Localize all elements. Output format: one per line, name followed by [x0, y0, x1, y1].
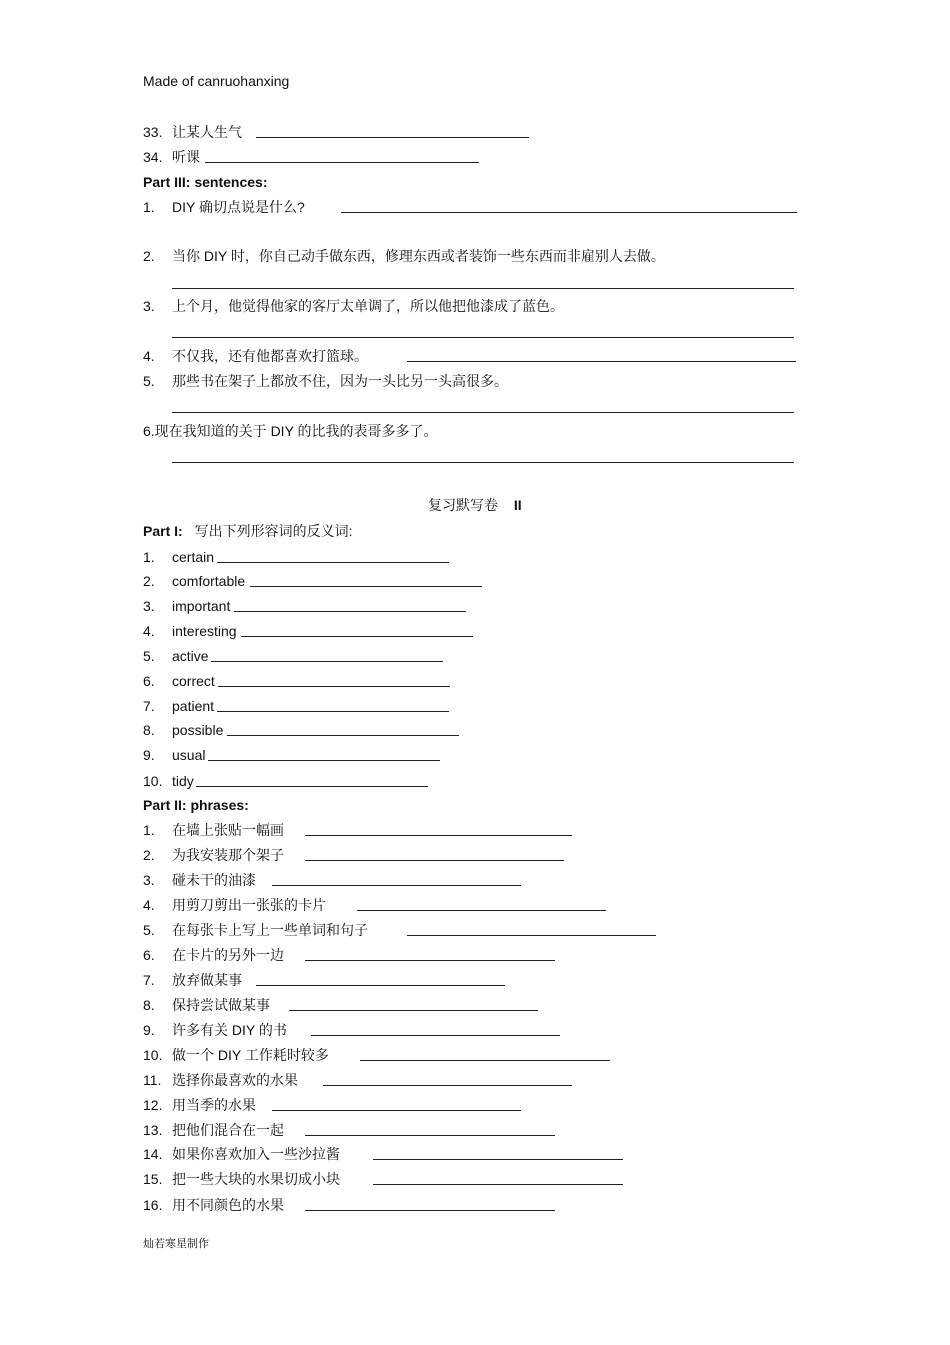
phrase-text: 在墙上张贴一幅画 [172, 822, 284, 838]
phrase-text: 许多有关 DIY 的书 [172, 1022, 287, 1038]
adjective-word: certain [172, 549, 215, 565]
phrase-text: 为我安装那个架子 [172, 847, 284, 863]
answer-blank[interactable] [305, 835, 572, 836]
adjective-number: 2. [143, 573, 155, 589]
phrase-number: 1. [143, 822, 155, 838]
phrase-text: 保持尝试做某事 [172, 997, 270, 1013]
phrase-number: 4. [143, 897, 155, 913]
phrase-number: 2. [143, 847, 155, 863]
answer-blank[interactable] [227, 735, 459, 736]
phrase-number: 7. [143, 972, 155, 988]
phrase-number: 5. [143, 922, 155, 938]
answer-blank[interactable] [172, 462, 794, 463]
answer-blank[interactable] [373, 1184, 623, 1185]
answer-blank[interactable] [305, 1135, 555, 1136]
phrase-number: 14. [143, 1146, 163, 1162]
adjective-word: correct [172, 673, 215, 689]
answer-blank[interactable] [172, 337, 794, 338]
phrase-number: 12. [143, 1097, 163, 1113]
phrase-text: 放弃做某事 [172, 972, 242, 988]
phrase-number: 6. [143, 947, 155, 963]
phrase-text: 用剪刀剪出一张张的卡片 [172, 897, 326, 913]
sentence-text: 当你 DIY 时，你自己动手做东西，修理东西或者装饰一些东西而非雇别人去做。 [172, 248, 665, 264]
section-title-text: 复习默写卷 [428, 497, 498, 513]
phrase-number: 9. [143, 1022, 155, 1038]
phrase-number: 10. [143, 1047, 163, 1063]
answer-blank[interactable] [217, 711, 449, 712]
adjective-number: 10. [143, 773, 163, 789]
phrase-text: 在每张卡上写上一些单词和句子 [172, 922, 368, 938]
adjective-word: possible [172, 722, 224, 738]
sentence-text: 那些书在架子上都放不住，因为一头比另一头高很多。 [172, 373, 508, 389]
part1-title [143, 522, 352, 540]
adjective-word: patient [172, 698, 215, 714]
header-made-of: Made of canruohanxing [143, 73, 290, 89]
phrase-number: 3. [143, 872, 155, 888]
answer-blank[interactable] [373, 1159, 623, 1160]
phrase-number: 33. [143, 124, 163, 140]
section-title-suffix: II [513, 497, 522, 513]
sentence-text: DIY 确切点说是什么? [172, 199, 305, 215]
footer-text: 灿若寒星制作 [143, 1238, 209, 1250]
phrase-number: 13. [143, 1122, 163, 1138]
part1-title-rest: 写出下列形容词的反义词: [194, 523, 353, 539]
answer-blank[interactable] [256, 137, 529, 138]
adjective-number: 6. [143, 673, 155, 689]
adjective-number: 1. [143, 549, 155, 565]
part3-title: Part III: sentences: [143, 174, 268, 190]
answer-blank[interactable] [205, 162, 479, 163]
phrase-text: 如果你喜欢加入一些沙拉酱 [172, 1146, 340, 1162]
part2-title: Part II: phrases: [143, 797, 249, 813]
answer-blank[interactable] [305, 860, 564, 861]
answer-blank[interactable] [218, 686, 450, 687]
phrase-text: 听课 [172, 149, 200, 165]
sentence-text: 上个月，他觉得他家的客厅太单调了，所以他把他漆成了蓝色。 [172, 298, 564, 314]
phrase-text: 做一个 DIY 工作耗时较多 [172, 1047, 329, 1063]
sentence-number: 4. [143, 348, 155, 364]
phrase-number: 34. [143, 149, 163, 165]
adjective-word: comfortable [172, 573, 246, 589]
adjective-word: important [172, 598, 231, 614]
answer-blank[interactable] [217, 562, 449, 563]
phrase-text: 用当季的水果 [172, 1097, 256, 1113]
phrase-text: 选择你最喜欢的水果 [172, 1072, 298, 1088]
phrase-text: 在卡片的另外一边 [172, 947, 284, 963]
answer-blank[interactable] [341, 212, 797, 213]
phrase-text: 碰未干的油漆 [172, 872, 256, 888]
section-title [428, 496, 522, 514]
sentence-number: 1. [143, 199, 155, 215]
adjective-word: active [172, 648, 209, 664]
answer-blank[interactable] [305, 960, 555, 961]
answer-blank[interactable] [172, 288, 794, 289]
adjective-word: interesting [172, 623, 237, 639]
phrase-text: 把一些大块的水果切成小块 [172, 1171, 340, 1187]
adjective-word: tidy [172, 773, 194, 789]
answer-blank[interactable] [407, 935, 656, 936]
answer-blank[interactable] [172, 412, 794, 413]
adjective-word: usual [172, 747, 206, 763]
answer-blank[interactable] [234, 611, 466, 612]
sentence-number: 5. [143, 373, 155, 389]
answer-blank[interactable] [211, 661, 443, 662]
phrase-number: 15. [143, 1171, 163, 1187]
adjective-number: 9. [143, 747, 155, 763]
answer-blank[interactable] [256, 985, 505, 986]
answer-blank[interactable] [305, 1210, 555, 1211]
sentence-text: 6.现在我知道的关于 DIY 的比我的表哥多多了。 [143, 423, 438, 439]
adjective-number: 3. [143, 598, 155, 614]
phrase-text: 让某人生气 [172, 124, 242, 140]
answer-blank[interactable] [360, 1060, 610, 1061]
sentence-number: 2. [143, 248, 155, 264]
adjective-number: 4. [143, 623, 155, 639]
answer-blank[interactable] [250, 586, 482, 587]
answer-blank[interactable] [241, 636, 473, 637]
phrase-text: 用不同颜色的水果 [172, 1197, 284, 1213]
answer-blank[interactable] [407, 361, 796, 362]
sentence-number: 3. [143, 298, 155, 314]
answer-blank[interactable] [323, 1085, 572, 1086]
phrase-number: 16. [143, 1197, 163, 1213]
sentence-text: 不仅我，还有他都喜欢打篮球。 [172, 348, 368, 364]
answer-blank[interactable] [208, 760, 440, 761]
answer-blank[interactable] [272, 1110, 521, 1111]
phrase-number: 11. [143, 1072, 162, 1088]
phrase-number: 8. [143, 997, 155, 1013]
answer-blank[interactable] [357, 910, 606, 911]
adjective-number: 8. [143, 722, 155, 738]
answer-blank[interactable] [272, 885, 521, 886]
answer-blank[interactable] [289, 1010, 538, 1011]
phrase-text: 把他们混合在一起 [172, 1122, 284, 1138]
adjective-number: 5. [143, 648, 155, 664]
answer-blank[interactable] [196, 786, 428, 787]
part1-title-bold: Part I: [143, 523, 183, 539]
answer-blank[interactable] [311, 1035, 560, 1036]
adjective-number: 7. [143, 698, 155, 714]
